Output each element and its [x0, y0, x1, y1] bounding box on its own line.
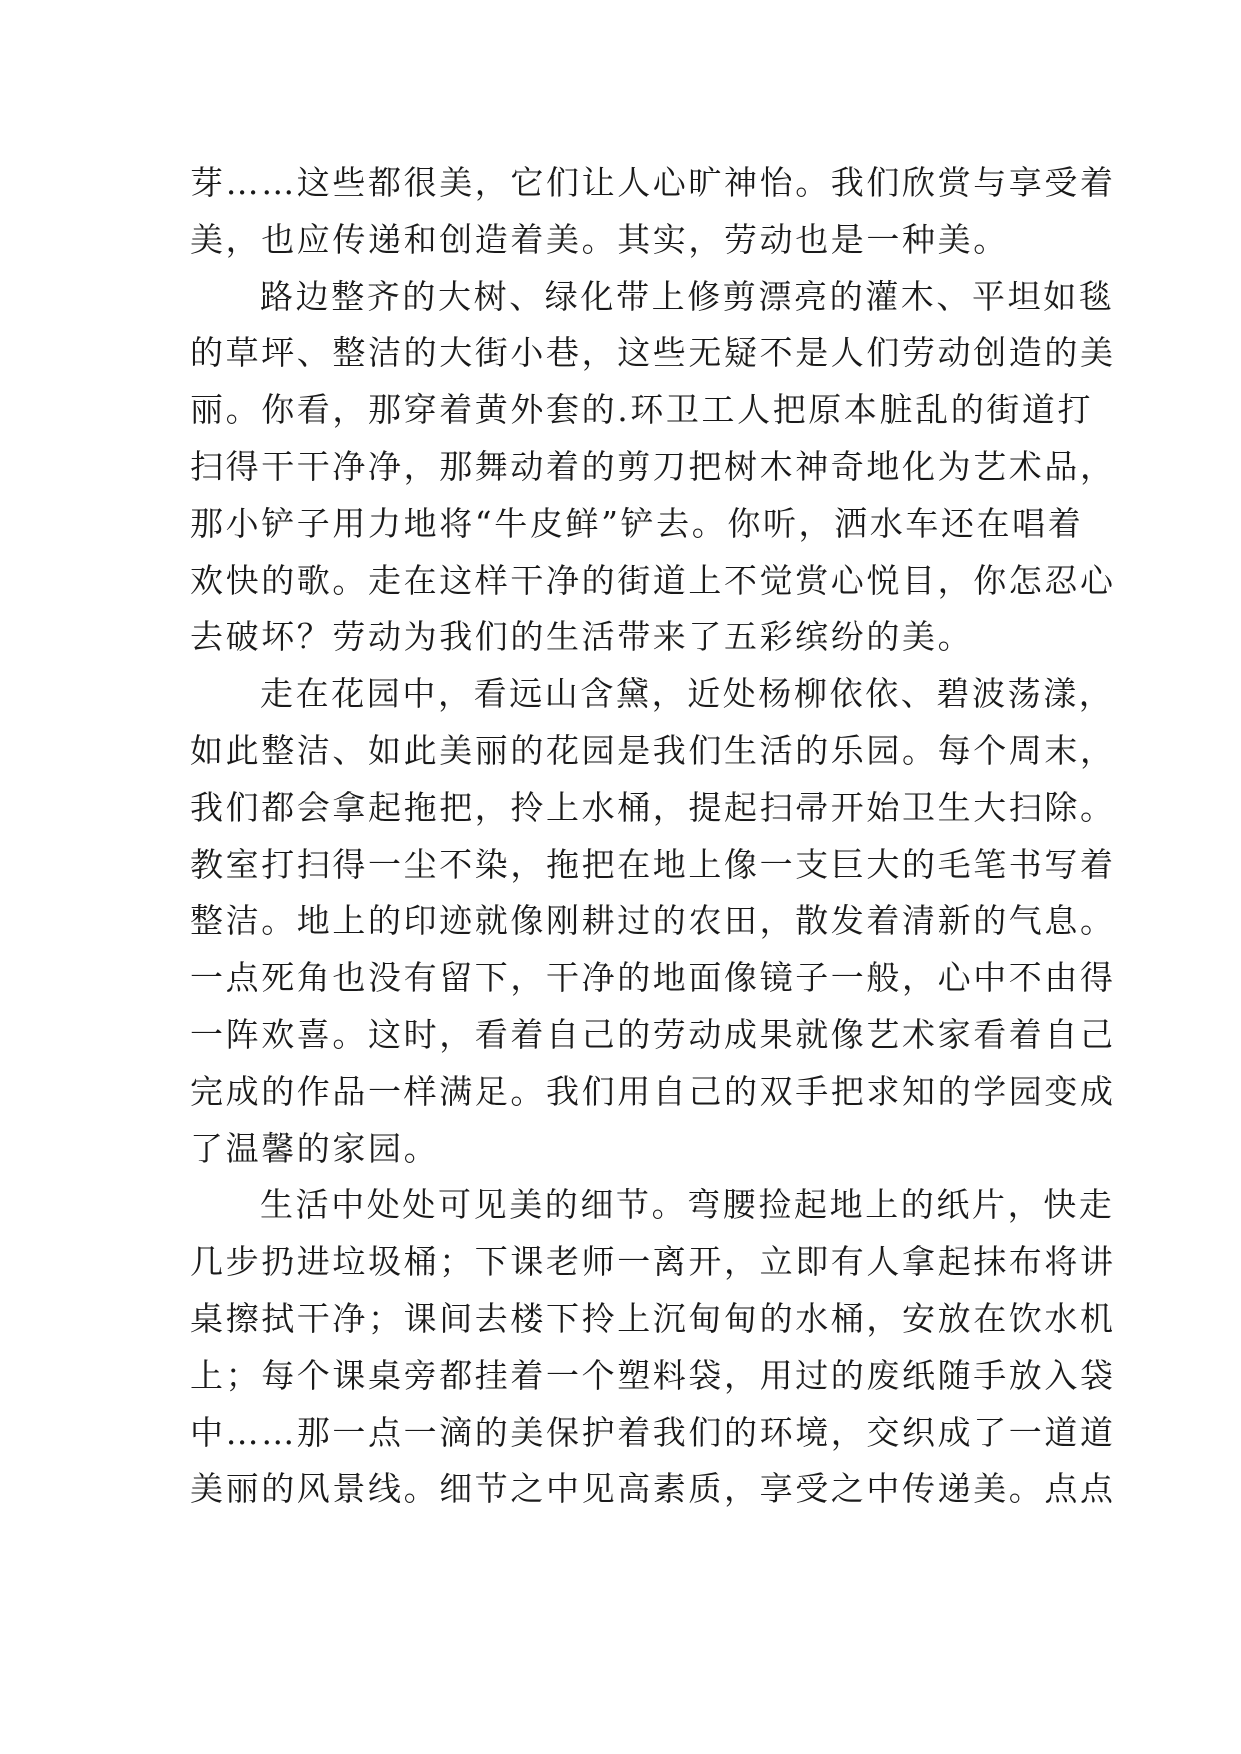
- text-line: 芽……这些都很美，它们让人心旷神怡。我们欣赏与享受着: [190, 163, 1116, 202]
- text-line: 一阵欢喜。这时，看着自己的劳动成果就像艺术家看着自己: [190, 1014, 1116, 1054]
- text-line: 的草坪、整洁的大街小巷，这些无疑不是人们劳动创造的美: [190, 333, 1116, 373]
- paragraph-1: [190, 155, 1116, 269]
- paragraph-4: [190, 1177, 1116, 1518]
- paragraph-2: [190, 269, 1116, 667]
- text-line: 走在花园中，看远山含黛，近处杨柳依依、碧波荡漾，: [260, 674, 1115, 714]
- text-line: 了温馨的家园。: [190, 1128, 440, 1168]
- text-line: 整洁。地上的印迹就像刚耕过的农田，散发着清新的气息。: [190, 901, 1116, 941]
- paragraph-3: [190, 666, 1116, 1177]
- essay-body: [190, 155, 1116, 1518]
- text-line: 桌擦拭干净；课间去楼下拎上沉甸甸的水桶，安放在饮水机: [190, 1298, 1116, 1338]
- text-line: 扫得干干净净，那舞动着的剪刀把树木神奇地化为艺术品，: [190, 446, 1116, 486]
- text-line: 教室打扫得一尘不染，拖把在地上像一支巨大的毛笔书写着: [190, 844, 1116, 884]
- text-line: 美丽的风景线。细节之中见高素质，享受之中传递美。点点: [190, 1469, 1116, 1509]
- text-line: 一点死角也没有留下，干净的地面像镜子一般，心中不由得: [190, 958, 1116, 998]
- text-line: 上；每个课桌旁都挂着一个塑料袋，用过的废纸随手放入袋: [190, 1355, 1116, 1395]
- text-line: 欢快的歌。走在这样干净的街道上不觉赏心悦目，你怎忍心: [190, 560, 1116, 600]
- text-line: 美，也应传递和创造着美。其实，劳动也是一种美。: [190, 219, 1009, 259]
- text-line: 几步扔进垃圾桶；下课老师一离开，立即有人拿起抹布将讲: [190, 1242, 1116, 1282]
- text-line: 完成的作品一样满足。我们用自己的双手把求知的学园变成: [190, 1071, 1116, 1111]
- text-line: 我们都会拿起拖把，拎上水桶，提起扫帚开始卫生大扫除。: [190, 787, 1116, 827]
- text-line: 中……那一点一滴的美保护着我们的环境，交织成了一道道: [190, 1412, 1116, 1452]
- text-line: 去破坏？劳动为我们的生活带来了五彩缤纷的美。: [190, 617, 974, 657]
- text-line: 生活中处处可见美的细节。弯腰捡起地上的纸片，快走: [260, 1185, 1115, 1225]
- text-line: 那小铲子用力地将“牛皮鲜”铲去。你听，洒水车还在唱着: [190, 503, 1084, 543]
- text-line: 路边整齐的大树、绿化带上修剪漂亮的灌木、平坦如毯: [260, 276, 1115, 316]
- text-line: 丽。你看，那穿着黄外套的.环卫工人把原本脏乱的街道打: [190, 390, 1094, 430]
- text-line: 如此整洁、如此美丽的花园是我们生活的乐园。每个周末，: [190, 730, 1116, 770]
